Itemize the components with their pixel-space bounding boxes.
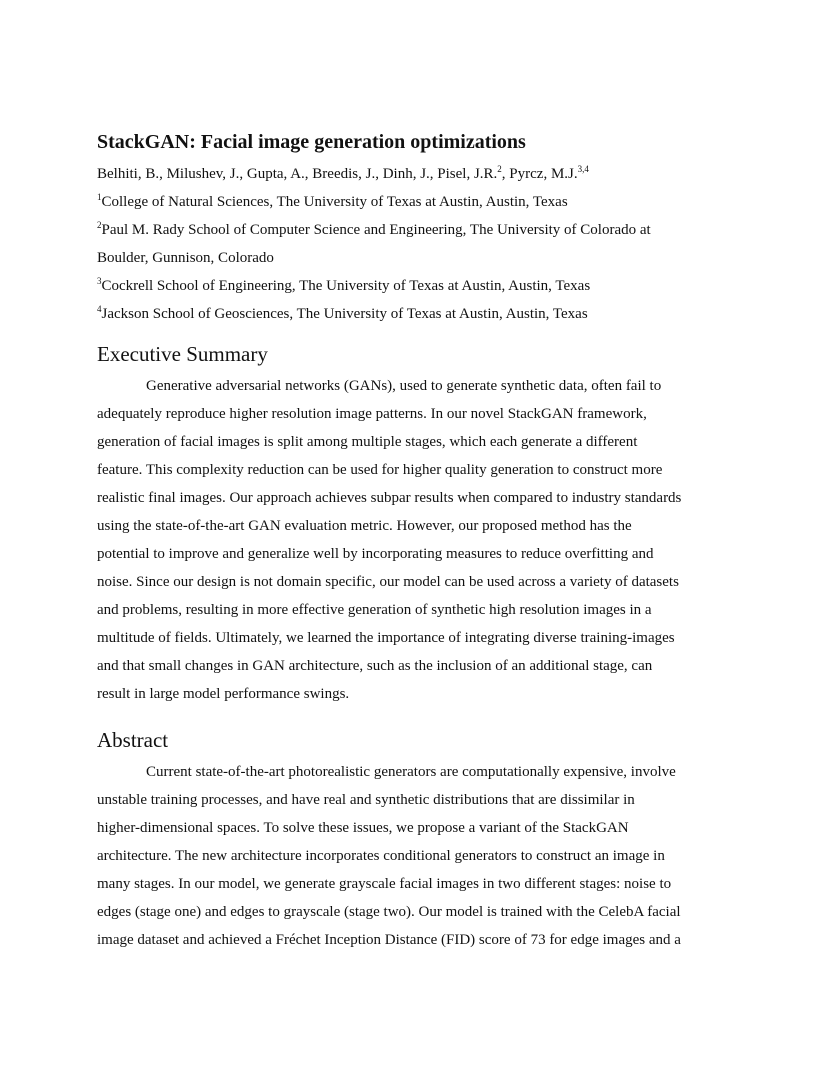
affiliation-text: College of Natural Sciences, The University of Texas at Austin, Austin, Texas: [101, 194, 568, 210]
text-line: noise. Since our design is not domain specific, our model can be used across a variety of datasets: [97, 574, 679, 590]
paper-title: StackGAN: Facial image generation optimizations: [97, 131, 526, 153]
author-names: Belhiti, B., Milushev, J., Gupta, A., Breedis, J., Dinh, J., Pisel, J.R.: [97, 166, 498, 182]
author-superscript: 3,4: [577, 164, 589, 174]
executive-summary-paragraph: [97, 372, 737, 708]
affiliation-4: [97, 300, 737, 328]
text-line: many stages. In our model, we generate grayscale facial images in two different stages: noise to: [97, 876, 672, 892]
text-line: using the state-of-the-art GAN evaluation metric. However, our proposed method has the: [97, 518, 632, 534]
abstract-paragraph: [97, 758, 737, 954]
affiliation-text: Jackson School of Geosciences, The University of Texas at Austin, Austin, Texas: [101, 306, 588, 322]
affiliation-1: [97, 188, 737, 216]
affiliation-number: 2: [97, 220, 102, 230]
text-line: generation of facial images is split among multiple stages, which each generate a different: [97, 434, 638, 450]
affiliation-2: [97, 216, 737, 244]
author-superscript: 2: [497, 164, 502, 174]
affiliation-2-continued: Boulder, Gunnison, Colorado: [97, 250, 274, 266]
text-line: feature. This complexity reduction can be used for higher quality generation to construct more: [97, 462, 663, 478]
text-line: potential to improve and generalize well by incorporating measures to reduce overfitting and: [97, 546, 654, 562]
affiliation-number: 3: [97, 276, 102, 286]
author-list: [97, 160, 737, 188]
text-line: image dataset and achieved a Fréchet Inception Distance (FID) score of 73 for edge images and a: [97, 932, 681, 948]
affiliation-3: [97, 272, 737, 300]
text-line: and problems, resulting in more effective generation of synthetic high resolution images in a: [97, 602, 652, 618]
abstract-heading: Abstract: [97, 728, 169, 752]
text-line: Current state-of-the-art photorealistic generators are computationally expensive, involve: [146, 764, 676, 780]
text-line: unstable training processes, and have real and synthetic distributions that are dissimilar in: [97, 792, 635, 808]
text-line: Generative adversarial networks (GANs), used to generate synthetic data, often fail to: [146, 378, 662, 394]
affiliation-text: Cockrell School of Engineering, The University of Texas at Austin, Austin, Texas: [101, 278, 591, 294]
text-line: realistic final images. Our approach achieves subpar results when compared to industry standards: [97, 490, 682, 506]
affiliation-number: 1: [97, 192, 102, 202]
text-line: architecture. The new architecture incorporates conditional generators to construct an image in: [97, 848, 665, 864]
author-names-cont: , Pyrcz, M.J.: [501, 166, 578, 182]
affiliation-text: Paul M. Rady School of Computer Science and Engineering, The University of Colorado at: [101, 222, 651, 238]
text-line: result in large model performance swings.: [97, 686, 350, 702]
executive-summary-heading: Executive Summary: [97, 342, 268, 366]
text-line: higher-dimensional spaces. To solve these issues, we propose a variant of the StackGAN: [97, 820, 629, 836]
text-line: and that small changes in GAN architecture, such as the inclusion of an additional stage, can: [97, 658, 653, 674]
text-line: edges (stage one) and edges to grayscale (stage two). Our model is trained with the CelebA facial: [97, 904, 681, 920]
text-line: adequately reproduce higher resolution image patterns. In our novel StackGAN framework,: [97, 406, 647, 422]
paper-page: [97, 128, 737, 954]
text-line: multitude of fields. Ultimately, we learned the importance of integrating diverse training-images: [97, 630, 675, 646]
affiliation-number: 4: [97, 304, 102, 314]
